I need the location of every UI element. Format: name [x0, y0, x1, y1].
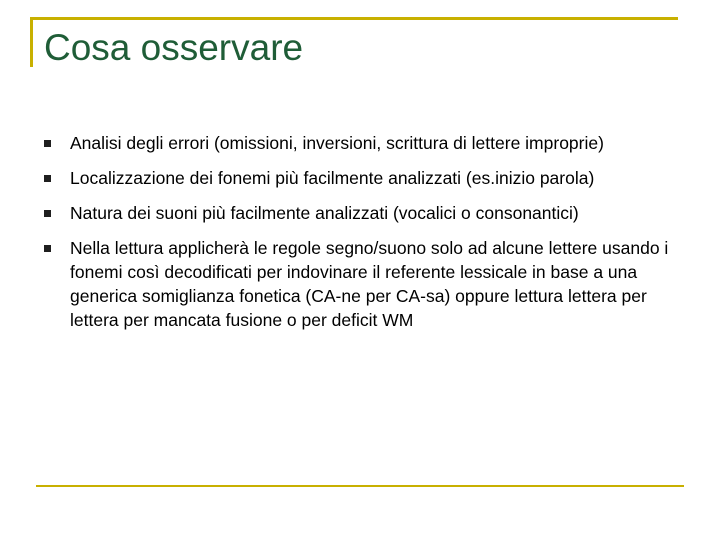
bullet-item [44, 201, 684, 225]
bullet-text: Natura dei suoni più facilmente analizzati (vocalici o consonantici) [70, 203, 579, 223]
bottom-divider [36, 485, 684, 487]
bullet-text: Nella lettura applicherà le regole segno/suono solo ad alcune lettere usando i fonemi così decodificati per indovinare il referente lessicale in base a una generica somiglianza fonetica (CA-ne per CA-sa) oppure lettura lettera per lettera per mancata fusione o per deficit WM [70, 238, 669, 330]
bullet-item [44, 166, 684, 190]
bullet-item [44, 236, 684, 332]
top-divider [30, 17, 678, 20]
square-bullet-icon [44, 175, 51, 182]
square-bullet-icon [44, 140, 51, 147]
bullet-item [44, 131, 684, 155]
bullet-text: Analisi degli errori (omissioni, inversioni, scrittura di lettere improprie) [70, 133, 604, 153]
left-divider [30, 17, 33, 67]
bullet-list [44, 131, 684, 343]
square-bullet-icon [44, 245, 51, 252]
square-bullet-icon [44, 210, 51, 217]
slide-title: Cosa osservare [44, 27, 304, 68]
bullet-text: Localizzazione dei fonemi più facilmente analizzati (es.inizio parola) [70, 168, 595, 188]
